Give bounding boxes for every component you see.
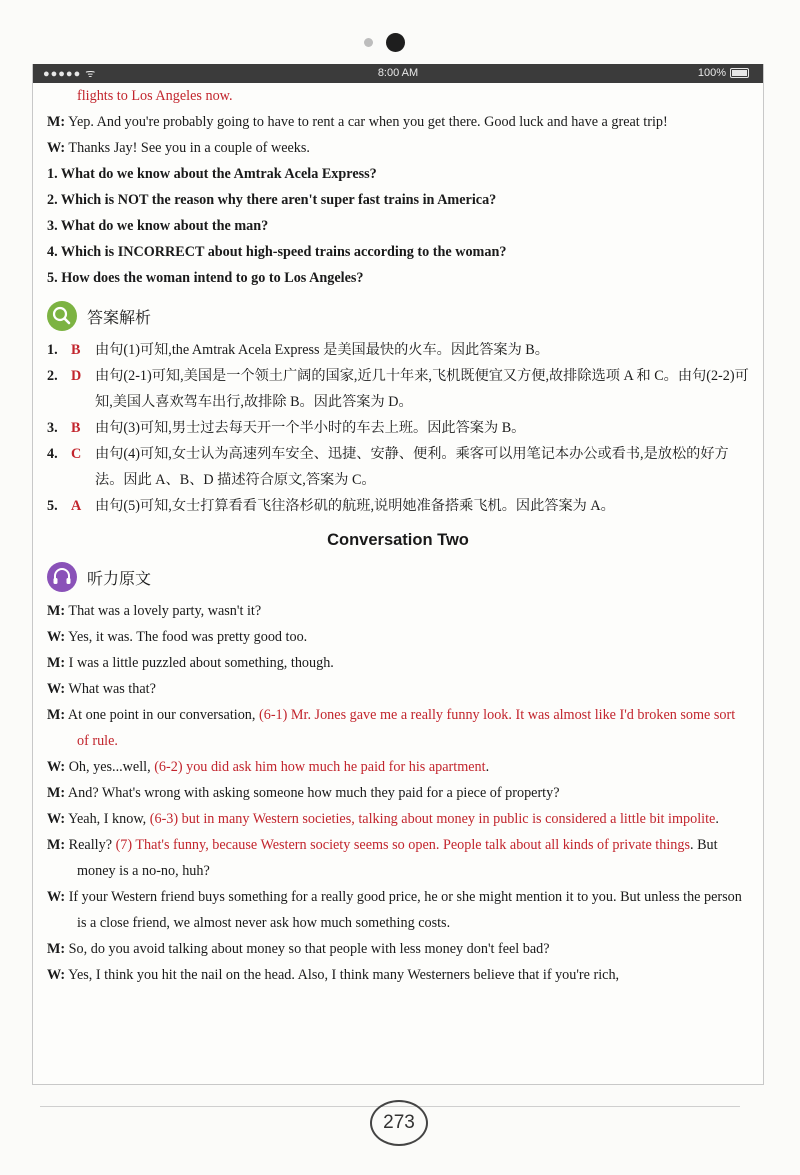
answer-letter: B [71, 420, 81, 436]
answer-item [47, 493, 749, 519]
dialogue-text: If your Western friend buys something for a really good price, he or she might mention it to you. But unless the person is a close friend, we almost never ask how much something costs. [65, 889, 742, 931]
answer-item [47, 441, 749, 493]
answer-number: 4. [47, 446, 58, 462]
dialogue-line [47, 702, 749, 754]
page-number: 273 [370, 1100, 428, 1146]
status-time: 8:00 AM [377, 67, 419, 79]
dialogue-line [47, 83, 749, 109]
question-item: 2. Which is NOT the reason why there aren't super fast trains in America? [47, 192, 497, 208]
dialogue-line [47, 624, 749, 650]
analysis-header [47, 299, 749, 333]
answer-letter: D [71, 368, 82, 384]
dialogue-line [47, 832, 749, 884]
speaker-label: M: [47, 837, 66, 853]
speaker-label: W: [47, 889, 66, 905]
dialogue-text: . [485, 759, 490, 775]
dialogue-text: What was that? [65, 681, 156, 697]
answer-explanation: 由句(3)可知,男士过去每天开一个半小时的车去上班。因此答案为 B。 [95, 420, 526, 436]
dialogue-text: Yes, it was. The food was pretty good too. [65, 629, 308, 645]
tablet-frame [32, 64, 764, 1085]
conversation-title: Conversation Two [327, 531, 469, 549]
answer-explanation: 由句(4)可知,女士认为高速列车安全、迅捷、安静、便利。乘客可以用笔记本办公或看书,是放松的好方法。因此 A、B、D 描述符合原文,答案为 C。 [95, 446, 729, 488]
battery-indicator [698, 67, 749, 79]
dialogue-line [47, 650, 749, 676]
key-sentence: (6-1) Mr. Jones gave me a really funny look. It was almost like I'd broken some sort of rule. [77, 707, 736, 749]
answer-letter: B [71, 342, 81, 358]
dialogue-text: Yes, I think you hit the nail on the head. Also, I think many Westerners believe that if you're rich, [65, 967, 620, 983]
dialogue-top [47, 83, 749, 161]
speaker-label: W: [47, 140, 66, 156]
battery-percent: 100% [697, 67, 726, 79]
page-content [47, 83, 749, 988]
speaker-label: W: [47, 629, 66, 645]
speaker-label: W: [47, 967, 66, 983]
dialogue-text: I was a little puzzled about something, though. [65, 655, 334, 671]
dialogue-line [47, 884, 749, 936]
answer-number: 5. [47, 498, 58, 514]
speaker-label: M: [47, 655, 66, 671]
battery-icon [730, 68, 749, 78]
answer-explanation: 由句(5)可知,女士打算看看飞往洛杉矶的航班,说明她准备搭乘飞机。因此答案为 A。 [95, 498, 615, 514]
dialogue-text: . But money is a no-no, huh? [77, 837, 718, 879]
dialogue-line [47, 780, 749, 806]
dialogue-text: Oh, yes...well, [65, 759, 155, 775]
analysis-title: 答案解析 [87, 307, 152, 327]
dialogue-text: That was a lovely party, wasn't it? [65, 603, 262, 619]
dialogue-text: Yeah, I know, [65, 811, 150, 827]
answer-number: 2. [47, 368, 58, 384]
page-indicator [364, 33, 424, 53]
dialogue-line [47, 806, 749, 832]
answer-item [47, 337, 749, 363]
answer-number: 1. [47, 342, 58, 358]
speaker-label: M: [47, 785, 66, 801]
transcript-header [47, 560, 749, 594]
dialogue-text: . [715, 811, 719, 827]
dialogue-text: Thanks Jay! See you in a couple of weeks. [65, 140, 310, 156]
dialogue-line [47, 109, 749, 135]
key-sentence: (6-2) you did ask him how much he paid for his apartment [154, 759, 486, 775]
answer-number: 3. [47, 420, 58, 436]
dialogue-line [47, 598, 749, 624]
dialogue-line [47, 962, 749, 988]
speaker-label: W: [47, 811, 66, 827]
speaker-label: M: [47, 114, 66, 130]
dialogue-line [47, 754, 749, 780]
answer-explanation: 由句(1)可知,the Amtrak Acela Express 是美国最快的火车。因此答案为 B。 [95, 342, 549, 358]
speaker-label: M: [47, 707, 66, 723]
answer-item [47, 415, 749, 441]
magnifier-icon [47, 301, 77, 331]
dialogue-line [47, 936, 749, 962]
question-list [47, 161, 749, 291]
speaker-label: W: [47, 681, 66, 697]
status-bar [33, 64, 763, 83]
dialogue-line [47, 676, 749, 702]
answer-item [47, 363, 749, 415]
answer-explanation: 由句(2-1)可知,美国是一个领土广阔的国家,近几十年来,飞机既便宜又方便,故排除选项 A 和 C。由句(2-2)可知,美国人喜欢驾车出行,故排除 B。因此答案为 D。 [95, 368, 749, 410]
dialogue-text: At one point in our conversation, [65, 707, 259, 723]
page-dot-inactive [364, 38, 373, 47]
answer-list [47, 337, 749, 519]
dialogue-text: And? What's wrong with asking someone how much they paid for a piece of property? [65, 785, 560, 801]
question-item: 5. How does the woman intend to go to Los Angeles? [47, 270, 364, 286]
headphones-icon [47, 562, 77, 592]
key-sentence: flights to Los Angeles now. [77, 88, 233, 104]
dialogue-transcript [47, 598, 749, 988]
answer-letter: A [71, 498, 82, 514]
transcript-title: 听力原文 [87, 568, 152, 588]
question-item: 1. What do we know about the Amtrak Acela Express? [47, 166, 377, 182]
dialogue-text: Yep. And you're probably going to have to rent a car when you get there. Good luck and have a great trip! [65, 114, 668, 130]
dialogue-text: Really? [65, 837, 116, 853]
question-item: 3. What do we know about the man? [47, 218, 269, 234]
page-number-badge [370, 1100, 426, 1144]
speaker-label: W: [47, 759, 66, 775]
page-dot-active [386, 33, 405, 52]
key-sentence: (7) That's funny, because Western society seems so open. People talk about all kinds of private things [115, 837, 690, 853]
signal-icon: ●●●●● ᯤ [43, 68, 97, 80]
dialogue-text: So, do you avoid talking about money so that people with less money don't feel bad? [65, 941, 550, 957]
dialogue-line [47, 135, 749, 161]
question-item: 4. Which is INCORRECT about high-speed trains according to the woman? [47, 244, 507, 260]
speaker-label: M: [47, 603, 66, 619]
key-sentence: (6-3) but in many Western societies, talking about money in public is considered a little bit impolite [149, 811, 716, 827]
answer-letter: C [71, 446, 82, 462]
speaker-label: M: [47, 941, 66, 957]
